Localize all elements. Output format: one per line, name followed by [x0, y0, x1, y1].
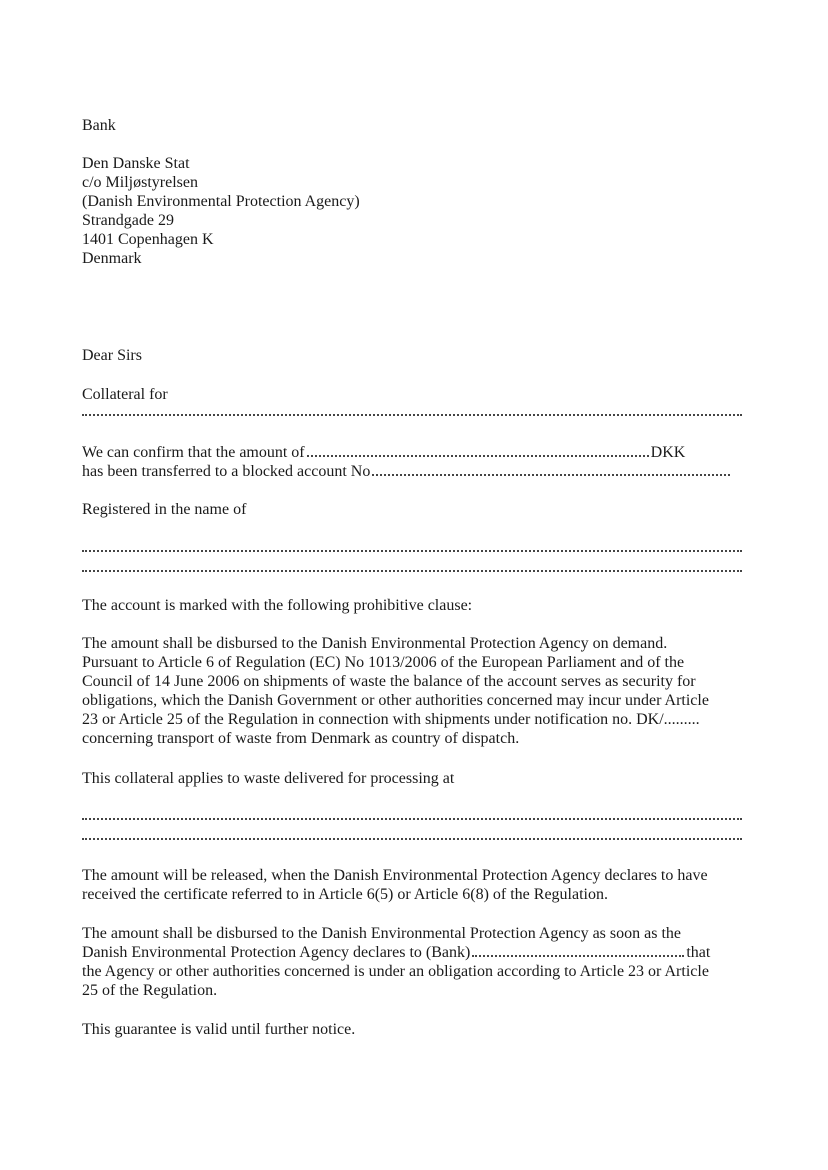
processing-dotted-line-2 — [82, 834, 742, 840]
address-line-1: Den Danske Stat — [82, 155, 190, 172]
release-line-2: received the certificate referred to in Article 6(5) or Article 6(8) of the Regulation. — [82, 886, 608, 903]
recipient-address — [82, 154, 360, 268]
release-paragraph — [82, 866, 708, 904]
clause-line-3: Council of 14 June 2006 on shipments of waste the balance of the account serves as security for — [82, 673, 696, 690]
account-label: has been transferred to a blocked account No — [82, 463, 371, 480]
amount-label: We can confirm that the amount of — [82, 444, 305, 461]
clause-line-2: Pursuant to Article 6 of Regulation (EC) No 1013/2006 of the European Parliament and of the — [82, 654, 685, 671]
processing-label: This collateral applies to waste delivered for processing at — [82, 770, 455, 787]
amount-dotted-field — [307, 443, 649, 457]
collateral-for-dotted-line — [82, 410, 742, 416]
disburse-line-3: the Agency or other authorities concerned is under an obligation according to Article 23 or Article — [82, 963, 709, 980]
registered-name-dotted-line-1 — [82, 546, 742, 552]
clause-line-4: obligations, which the Danish Government or other authorities concerned may incur under Article — [82, 692, 709, 709]
clause-line-6: concerning transport of waste from Denmark as country of dispatch. — [82, 730, 520, 747]
address-line-4: Strandgade 29 — [82, 212, 174, 229]
registered-name-dotted-line-2 — [82, 566, 742, 572]
account-line — [82, 462, 732, 481]
release-line-1: The amount will be released, when the Danish Environmental Protection Agency declares to have — [82, 867, 708, 884]
clause-line-1: The amount shall be disbursed to the Danish Environmental Protection Agency on demand. — [82, 635, 668, 652]
disburse-line-4: 25 of the Regulation. — [82, 982, 218, 999]
account-dotted-field — [372, 462, 730, 476]
amount-line — [82, 443, 685, 462]
bank-dotted-field — [472, 943, 684, 957]
address-line-5: 1401 Copenhagen K — [82, 231, 214, 248]
disburse-paragraph — [82, 924, 710, 1000]
disburse-line-1: The amount shall be disbursed to the Danish Environmental Protection Agency as soon as the — [82, 925, 681, 942]
currency-label: DKK — [650, 444, 686, 461]
disburse-line-2 — [82, 943, 710, 962]
disburse-bank-label: Danish Environmental Protection Agency declares to (Bank) — [82, 944, 471, 961]
clause-line-5: 23 or Article 25 of the Regulation in connection with shipments under notification no. DK/......... — [82, 711, 700, 728]
validity-statement: This guarantee is valid until further notice. — [82, 1021, 356, 1038]
clause-paragraph — [82, 634, 709, 748]
registered-name-label: Registered in the name of — [82, 501, 247, 518]
processing-dotted-line-1 — [82, 814, 742, 820]
disburse-that-label: that — [686, 944, 711, 961]
collateral-for-label: Collateral for — [82, 386, 168, 403]
address-line-6: Denmark — [82, 250, 142, 267]
sender-label: Bank — [82, 117, 116, 134]
clause-intro: The account is marked with the following prohibitive clause: — [82, 597, 473, 614]
address-line-3: (Danish Environmental Protection Agency) — [82, 193, 360, 210]
address-line-2: c/o Miljøstyrelsen — [82, 174, 198, 191]
salutation: Dear Sirs — [82, 347, 142, 364]
